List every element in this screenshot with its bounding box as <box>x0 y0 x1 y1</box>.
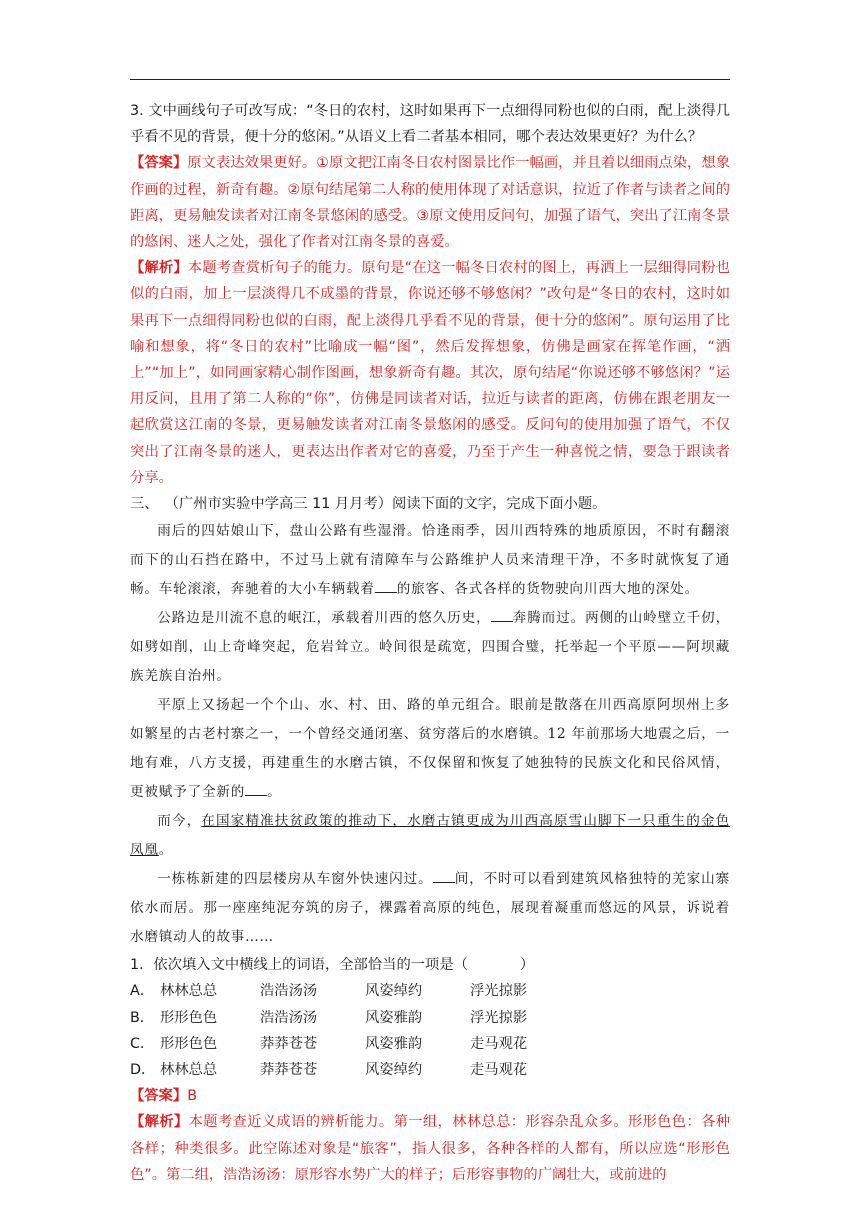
passage-paragraph-2 <box>130 604 730 691</box>
passage-paragraph-4 <box>130 807 730 865</box>
option-word: 形形色色 <box>160 1009 218 1026</box>
option-word: 浩浩汤汤 <box>260 983 318 1000</box>
passage-text: 雨后的四姑娘山下，盘山公路有些湿滑。恰逢雨季，因川西特殊的地质原因，不时有翻滚而下的山石挡在路中，不过马上就有清障车与公路维护人员来清理干净，不多时就恢复了通畅。车轮滚滚，奔驰着的大小车辆载着 <box>130 523 730 598</box>
option-letter: A． <box>130 983 155 1000</box>
passage-text: 公路边是川流不息的岷江，承载着川西的悠久历史， <box>157 610 491 627</box>
document-page <box>130 98 730 1188</box>
fill-blank <box>491 609 513 622</box>
question-1-answer <box>130 1083 730 1109</box>
option-a <box>130 978 730 1004</box>
passage-text: 。 <box>267 784 282 801</box>
option-word: 风姿雅韵 <box>365 1035 423 1052</box>
passage-paragraph-1 <box>130 517 730 604</box>
option-word: 浮光掠影 <box>470 983 528 1000</box>
option-letter: C． <box>130 1035 155 1052</box>
passage-text: 平原上又扬起一个个山、水、村、田、路的单元组合。眼前是散落在川西高原阿坝州上多如繁星的古老村寨之一，一个曾经交通闭塞、贫穷落后的水磨镇。12 年前那场大地震之后，一地有难，八方支援，再建重生的水磨古镇，不仅保留和恢复了她独特的民族文化和民俗风情，更被赋予了全新的 <box>130 697 730 801</box>
answer-text: B <box>187 1088 197 1105</box>
option-word: 走马观花 <box>470 1035 528 1052</box>
option-word: 风姿绰约 <box>365 983 423 1000</box>
section-instruction: 阅读下面的文字，完成下面小题。 <box>392 496 607 513</box>
question-3-analysis <box>130 255 730 491</box>
question-text: ） <box>519 957 535 974</box>
option-word: 浩浩汤汤 <box>260 1009 318 1026</box>
section-source: （广州市实验中学高三 11 月月考） <box>164 496 393 513</box>
header-rule <box>130 79 730 80</box>
analysis-text: 本题考查近义成语的辨析能力。第一组，林林总总：形容杂乱众多。形形色色：各种各样；种类很多。此空陈述对象是“旅客”，指人很多，各种各样的人都有，所以应选“形形色色”。第二组，浩浩汤汤：原形容水势广大的样子；后形容事物的广阔壮大，或前进的 <box>130 1114 731 1183</box>
underlined-sentence: 在国家精准扶贫政策的推动下，水磨古镇更成为川西高原雪山脚下一只重生的金色凤凰 <box>130 813 731 859</box>
analysis-tag: 【解析】 <box>130 260 188 277</box>
option-d <box>130 1057 730 1083</box>
option-b <box>130 1005 730 1031</box>
passage-paragraph-3 <box>130 691 730 807</box>
option-word: 浮光掠影 <box>470 1009 528 1026</box>
option-word: 走马观花 <box>470 1062 528 1079</box>
option-word: 林林总总 <box>160 983 218 1000</box>
option-word: 风姿雅韵 <box>365 1009 423 1026</box>
option-c <box>130 1031 730 1057</box>
question-3-answer <box>130 150 730 255</box>
option-letter: B． <box>130 1009 155 1026</box>
passage-text: 而今， <box>157 813 202 830</box>
answer-text: 原文表达效果更好。①原文把江南冬日农村图景比作一幅画，并且着以细雨点染，想象作画的过程，新奇有趣。②原句结尾第二人称的使用体现了对话意识，拉近了作者与读者之间的距离，更易触发读者对江南冬景悠闲的感受。③原文使用反问句，加强了语气，突出了江南冬景的悠闲、迷人之处，强化了作者对江南冬景的喜爱。 <box>130 155 730 251</box>
section-3-heading <box>130 491 730 517</box>
passage-text: 奔腾而过。两侧的山岭壁立千仞，如劈如削，山上奇峰突起，危岩耸立。岭间很是疏宽，四围合璧，托举起一个平原——阿坝藏族羌族自治州。 <box>130 610 731 685</box>
passage-text: 一栋栋新建的四层楼房从车窗外快速闪过。 <box>157 871 433 888</box>
question-1-analysis <box>130 1109 730 1188</box>
question-1-stem <box>130 952 730 978</box>
option-word: 莽莽苍苍 <box>260 1035 318 1052</box>
option-letter: D． <box>130 1062 156 1079</box>
option-word: 形形色色 <box>160 1035 218 1052</box>
answer-tag: 【答案】 <box>130 1088 188 1105</box>
section-number: 三、 <box>130 496 159 513</box>
question-3-stem: 3. 文中画线句子可改写成：“冬日的农村，这时如果再下一点细得同粉也似的白雨，配上淡得几乎看不见的背景，便十分的悠闲。”从语义上看二者基本相同，哪个表达效果更好？为什么？ <box>130 103 730 146</box>
fill-blank <box>375 580 397 593</box>
option-word: 风姿绰约 <box>365 1062 423 1079</box>
option-word: 林林总总 <box>160 1062 218 1079</box>
options-list <box>130 978 730 1083</box>
question-text: 1．依次填入文中横线上的词语，全部恰当的一项是（ <box>130 957 468 974</box>
passage-paragraph-5 <box>130 865 730 952</box>
fill-blank <box>433 870 455 883</box>
passage-text: 间，不时可以看到建筑风格独特的羌家山寨依水而居。那一座座纯泥夯筑的房子，裸露着高原的纯色，展现着凝重而悠远的风景，诉说着水磨镇动人的故事…… <box>130 871 730 946</box>
analysis-tag: 【解析】 <box>130 1114 189 1131</box>
answer-tag: 【答案】 <box>130 155 188 172</box>
passage-text: 的旅客、各式各样的货物驶向川西大地的深处。 <box>396 581 699 598</box>
option-word: 莽莽苍苍 <box>260 1062 318 1079</box>
passage-text: 。 <box>158 842 174 859</box>
analysis-text: 本题考查赏析句子的能力。原句是“在这一幅冬日农村的图上，再洒上一层细得同粉也似的白雨，加上一层淡得几不成墨的背景，你说还够不够悠闲？”改句是“冬日的农村，这时如果再下一点细得同粉也似的白雨，配上淡得几乎看不见的背景，便十分的悠闲”。原句运用了比喻和想象，将“冬日的农村”比喻成一幅“图”，然后发挥想象，仿佛是画家在挥笔作画，“洒上”“加上”，如同画家精心制作图画，想象新奇有趣。其次，原句结尾“你说还够不够悠闲？”运用反问，且用了第二人称的“你”，仿佛是同读者对话，拉近与读者的距离，仿佛在跟老朋友一起欣赏这江南的冬景，更易触发读者对江南冬景悠闲的感受。反问句的使用加强了语气，不仅突出了江南冬景的迷人，更表达出作者对它的喜爱，乃至于产生一种喜悦之情，要急于跟读者分享。 <box>130 260 731 486</box>
fill-blank <box>245 783 267 796</box>
